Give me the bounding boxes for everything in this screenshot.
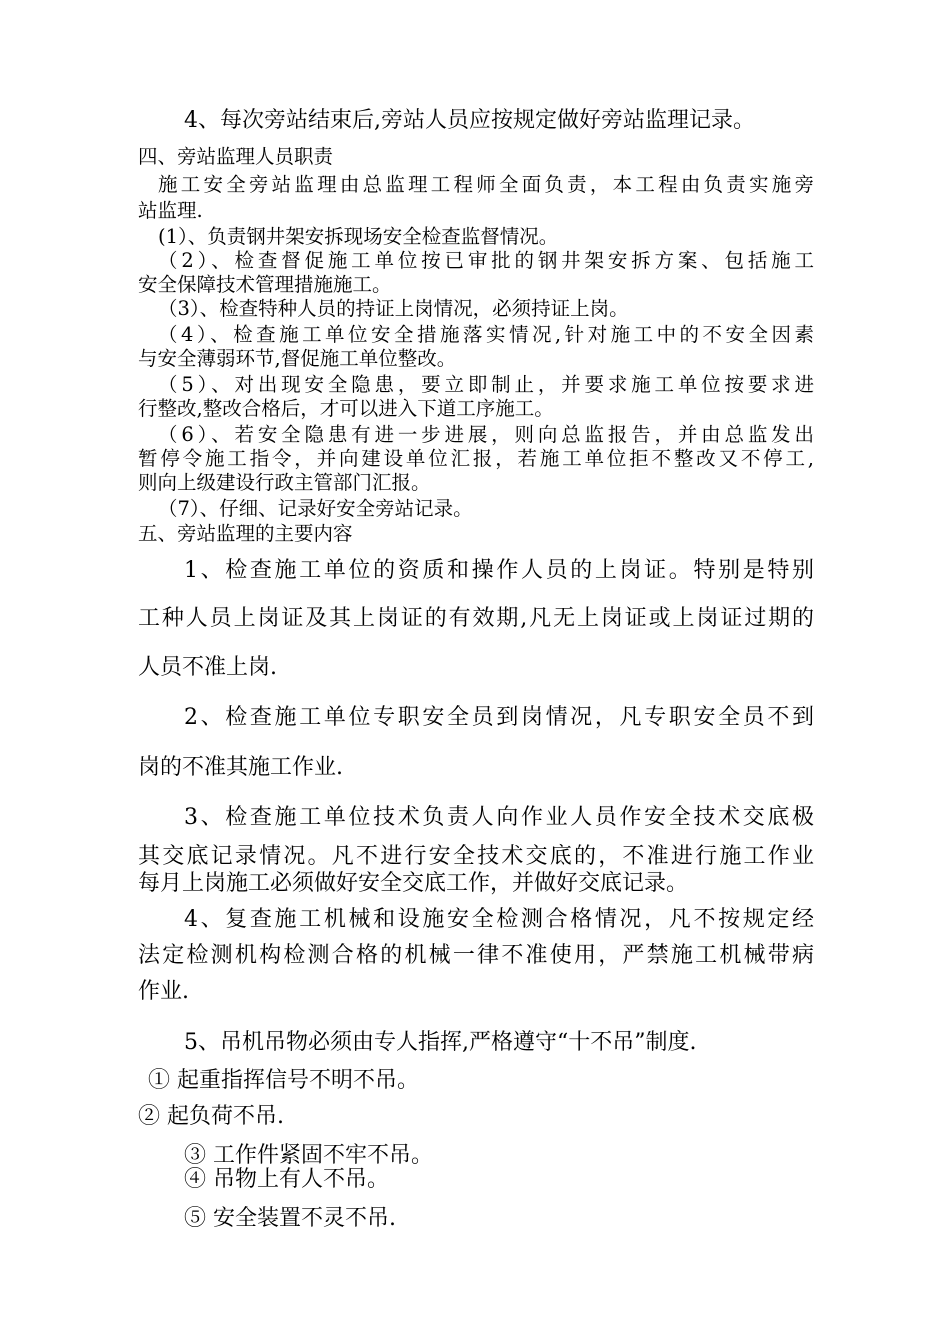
text-line: （4）、检查施工单位安全措施落实情况,针对施工中的不安全因素: [158, 323, 814, 346]
text-line: (1）、负责钢井架安拆现场安全检查监督情况。: [158, 225, 559, 248]
text-line: 与安全薄弱环节,督促施工单位整改。: [138, 347, 457, 370]
text-line: 安全保障技术管理措施施工。: [138, 273, 392, 296]
text-line: （2）、检查督促施工单位按已审批的钢井架安拆方案、包括施工: [158, 249, 814, 272]
list-item: ③ 工作件紧固不牢不吊。: [184, 1143, 433, 1168]
text-line: （7）、仔细、记录好安全旁站记录。: [158, 497, 473, 520]
text-line: 工种人员上岗证及其上岗证的有效期,凡无上岗证或上岗证过期的: [138, 606, 814, 631]
list-item: ② 起负荷不吊.: [138, 1104, 284, 1129]
list-item: ④ 吊物上有人不吊。: [184, 1167, 389, 1192]
text-line: 行整改,整改合格后，才可以进入下道工序施工。: [138, 397, 554, 420]
list-item: ⑤ 安全装置不灵不吊.: [184, 1206, 396, 1231]
text-line: 人员不准上岗.: [138, 655, 277, 680]
text-line: 5、吊机吊物必须由专人指挥,严格遵守“十不吊”制度.: [184, 1030, 697, 1055]
text-line: 作业.: [138, 979, 189, 1004]
text-line: 法定检测机构检测合格的机械一律不准使用，严禁施工机械带病: [138, 943, 814, 968]
text-line: 暂停令施工指令，并向建设单位汇报，若施工单位拒不整改又不停工,: [138, 447, 814, 470]
text-line: 岗的不准其施工作业.: [138, 755, 343, 780]
text-line: 其交底记录情况。凡不进行安全技术交底的，不准进行施工作业: [138, 844, 814, 869]
text-line: 施工安全旁站监理由总监理工程师全面负责，本工程由负责实施旁: [158, 173, 814, 196]
section-heading: 四、旁站监理人员职责: [138, 145, 334, 168]
text-line: （5）、对出现安全隐患，要立即制止，并要求施工单位按要求进: [158, 373, 814, 396]
text-line: （6）、若安全隐患有进一步进展，则向总监报告，并由总监发出: [158, 423, 814, 446]
section-heading: 五、旁站监理的主要内容: [138, 522, 353, 545]
text-line: （3）、检查特种人员的持证上岗情况，必须持证上岗。: [158, 297, 629, 320]
text-line: 2、检查施工单位专职安全员到岗情况，凡专职安全员不到: [184, 705, 814, 730]
text-line: 4、每次旁站结束后,旁站人员应按规定做好旁站监理记录。: [184, 108, 755, 133]
list-item: ① 起重指挥信号不明不吊。: [148, 1068, 419, 1093]
text-line: 站监理.: [138, 199, 203, 222]
text-line: 则向上级建设行政主管部门汇报。: [138, 471, 431, 494]
text-line: 1、检查施工单位的资质和操作人员的上岗证。特别是特别: [184, 558, 814, 583]
text-line: 3、检查施工单位技术负责人向作业人员作安全技术交底极: [184, 805, 814, 830]
text-line: 4、复查施工机械和设施安全检测合格情况，凡不按规定经: [184, 907, 814, 932]
text-line: 每月上岗施工必须做好安全交底工作，并做好交底记录。: [138, 871, 689, 896]
